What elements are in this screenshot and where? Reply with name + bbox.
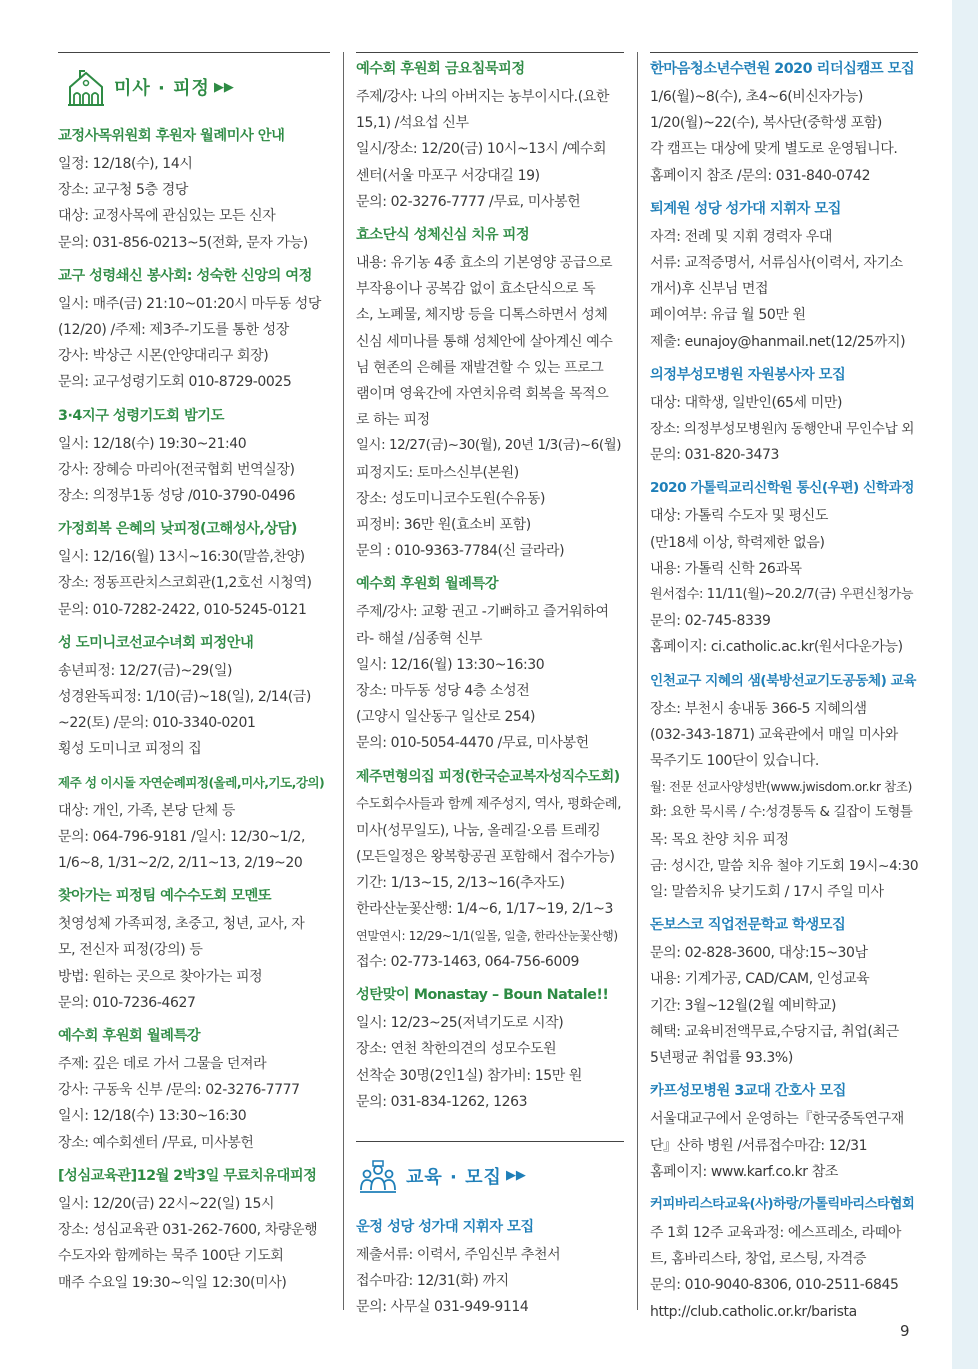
notice-line: 홈페이지 참조 /문의: 031-840-0742 bbox=[650, 167, 871, 184]
notice-line: 일시: 12/23~25(저녁기도로 시작) bbox=[356, 1015, 564, 1032]
notice-line: 수도회수사들과 함께 제주성지, 역사, 평화순례, bbox=[356, 796, 622, 812]
notice-line: ~22(토) /문의: 010-3340-0201 bbox=[58, 715, 256, 732]
church-house-icon bbox=[64, 65, 108, 109]
notice-line: 1/6~8, 1/31~2/2, 2/11~13, 2/19~20 bbox=[58, 855, 303, 872]
notice-item bbox=[58, 1165, 330, 1296]
notice-line: 장소: 성심교육관 031-262-7600, 차량운행 bbox=[58, 1222, 318, 1239]
notice-title: 제주 성 이시돌 자연순례피정(올레,미사,기도,강의) bbox=[58, 774, 325, 790]
notice-line: 금: 성시간, 말씀 치유 철야 기도회 19시~4:30 bbox=[650, 857, 919, 874]
notice-line: 성경완독피정: 1/10(금)~18(일), 2/14(금) bbox=[58, 689, 311, 706]
notice-line: 접수마감: 12/31(화) 까지 bbox=[356, 1273, 509, 1290]
notice-item bbox=[356, 573, 624, 756]
notice-line: 기간: 3월~12월(2월 예비학교) bbox=[650, 997, 837, 1014]
notice-line: 주제/강사: 교황 권고 -기뻐하고 즐거워하여 bbox=[356, 604, 609, 621]
notice-line: 라- 해설 /심종혁 신부 bbox=[356, 630, 483, 647]
notice-line: 문의: 064-796-9181 /일시: 12/30~1/2, bbox=[58, 828, 306, 845]
notice-line: 장소: 성도미니코수도원(수유동) bbox=[356, 490, 546, 507]
notice-line: 대상: 개인, 가족, 본당 단체 등 bbox=[58, 802, 236, 819]
notice-title: 카프성모병원 3교대 간호사 모집 bbox=[650, 1083, 846, 1100]
notice-title: 성 도미니코선교수녀회 피정안내 bbox=[58, 634, 254, 651]
notice-line: 문의 : 010-9363-7784(신 글라라) bbox=[356, 543, 565, 560]
notice-line: 자격: 전례 및 지휘 경력자 우대 bbox=[650, 228, 833, 245]
col3-list bbox=[650, 58, 918, 1325]
mass-section-header bbox=[58, 53, 330, 111]
notice-line: 목: 목요 찬양 치유 피정 bbox=[650, 831, 789, 848]
notice-line: 대상: 대학생, 일반인(65세 미만) bbox=[650, 394, 843, 411]
notice-line: 서울대교구에서 운영하는『한국중독연구재 bbox=[650, 1111, 904, 1128]
notice-line: 묵주기도 100단이 있습니다. bbox=[650, 753, 819, 770]
notice-line: 일시: 12/16(월) 13:30~16:30 bbox=[356, 656, 545, 673]
notice-item bbox=[650, 1080, 918, 1185]
edu-section-title: 교육 · 모집 bbox=[406, 1166, 502, 1188]
notice-line: 장소: 예수회센터 /무료, 미사봉헌 bbox=[58, 1134, 254, 1151]
notice-line: 트, 홈바리스타, 창업, 로스팅, 자격증 bbox=[650, 1251, 867, 1268]
notice-line: 월: 전문 선교사양성반(www.jwisdom.or.kr 참조) bbox=[650, 779, 913, 795]
notice-line: 내용: 기계가공, CAD/CAM, 인성교육 bbox=[650, 971, 870, 988]
notice-line: 일시: 12/16(월) 13시~16:30(말씀,찬양) bbox=[58, 549, 305, 566]
notice-line: 개서)후 신부님 면접 bbox=[650, 281, 769, 298]
notice-item bbox=[650, 58, 918, 189]
notice-title: 돈보스코 직업전문학교 학생모집 bbox=[650, 917, 846, 934]
notice-line: 장소: 의정부1동 성당 /010-3790-0496 bbox=[58, 488, 296, 505]
notice-title: 교구 성령쇄신 봉사회: 성숙한 신앙의 여정 bbox=[58, 267, 312, 284]
notice-title: 퇴계원 성당 성가대 지휘자 모집 bbox=[650, 200, 841, 217]
edu-section-arrows: ▶▶ bbox=[505, 1168, 526, 1184]
notice-line: 강사: 구동욱 신부 /문의: 02-3276-7777 bbox=[58, 1082, 300, 1099]
notice-item bbox=[650, 364, 918, 469]
notice-line: 램이며 영육간에 자연치유력 회복을 목적으 bbox=[356, 386, 609, 403]
notice-title: 효소단식 성체신심 치유 피정 bbox=[356, 227, 530, 244]
notice-line: 매주 수요일 19:30~익일 12:30(미사) bbox=[58, 1274, 287, 1291]
notice-item bbox=[356, 58, 624, 215]
column-divider bbox=[343, 52, 344, 1310]
col2-list bbox=[356, 58, 624, 1115]
notice-line: 단』산하 병원 /서류접수마감: 12/31 bbox=[650, 1137, 868, 1154]
notice-line: 원서접수: 11/11(월)~20.2/7(금) 우편신청가능 bbox=[650, 587, 914, 603]
notice-item bbox=[58, 265, 330, 396]
notice-item bbox=[58, 518, 330, 623]
notice-item bbox=[58, 885, 330, 1016]
col2-edu-list bbox=[356, 1216, 624, 1321]
notice-title: 2020 가톨릭교리신학원 통신(우편) 신학과정 bbox=[650, 480, 914, 497]
notice-item bbox=[58, 632, 330, 763]
notice-title: 운정 성당 성가대 지휘자 모집 bbox=[356, 1218, 534, 1235]
notice-line: 일정: 12/18(수), 14시 bbox=[58, 156, 193, 172]
people-group-icon bbox=[356, 1154, 400, 1198]
notice-title: [성심교육관]12월 2박3일 무료치유대피정 bbox=[58, 1167, 317, 1184]
notice-line: 내용: 가톨릭 신학 26과목 bbox=[650, 560, 802, 577]
notice-title: 3·4지구 성령기도회 밤기도 bbox=[58, 407, 224, 424]
notice-line: 일시: 12/18(수) 19:30~21:40 bbox=[58, 435, 247, 452]
notice-title: 가정회복 은혜의 낮피정(고해성사,상담) bbox=[58, 521, 297, 538]
notice-line: 1/20(월)~22(수), 복사단(중학생 포함) bbox=[650, 115, 882, 132]
notice-line: 문의: 031-856-0213~5(전화, 문자 가능) bbox=[58, 234, 308, 251]
notice-line: 페이여부: 유급 월 50만 원 bbox=[650, 307, 806, 324]
notice-title: 찾아가는 피정팀 예수수도회 모멘또 bbox=[58, 888, 272, 905]
notice-line: 첫영성체 가족피정, 초중고, 청년, 교사, 자 bbox=[58, 916, 305, 933]
notice-line: 문의: 010-7282-2422, 010-5245-0121 bbox=[58, 601, 307, 618]
page-number: 9 bbox=[900, 1322, 910, 1340]
notice-line: 문의: 사무실 031-949-9114 bbox=[356, 1299, 529, 1316]
notice-line: 문의: 010-5054-4470 /무료, 미사봉헌 bbox=[356, 735, 589, 752]
notice-line: 미사(성무일도), 나눔, 올레길·오름 트레킹 bbox=[356, 822, 601, 839]
notice-title: 예수회 후원회 월례특강 bbox=[356, 576, 499, 593]
notice-line: 센터(서울 마포구 서강대길 19) bbox=[356, 167, 540, 184]
notice-line: 제출서류: 이력서, 주임신부 추천서 bbox=[356, 1246, 561, 1263]
notice-title: 커피바리스타교육(사)하랑/가톨릭바리스타협회 bbox=[650, 1196, 915, 1212]
notice-line: 연말연시: 12/29~1/1(일몰, 일출, 한라산눈꽃산행) bbox=[356, 928, 618, 943]
notice-line: 소, 노폐물, 체지방 등을 디톡스하면서 성체 bbox=[356, 307, 608, 324]
notice-line: 장소: 의정부성모병원內 동행안내 무인수납 외 bbox=[650, 421, 915, 438]
notice-line: 주제/강사: 나의 아버지는 농부이시다.(요한 bbox=[356, 89, 610, 105]
notice-line: 장소: 연천 착한의견의 성모수도원 bbox=[356, 1041, 557, 1058]
notice-line: 피정지도: 토마스신부(본원) bbox=[356, 464, 519, 481]
mass-section-arrows: ▶▶ bbox=[213, 79, 234, 95]
notice-line: 피정비: 36만 원(효소비 포함) bbox=[356, 517, 531, 534]
notice-item bbox=[356, 984, 624, 1115]
notice-line: 1/6(월)~8(수), 초4~6(비신자가능) bbox=[650, 89, 863, 105]
notice-line: 서류: 교적증명서, 서류심사(이력서, 자기소 bbox=[650, 255, 903, 272]
notice-title: 예수회 후원회 금요침묵피정 bbox=[356, 61, 525, 77]
notice-line: 일시: 12/20(금) 22시~22(일) 15시 bbox=[58, 1195, 275, 1212]
notice-item bbox=[650, 477, 918, 660]
notice-item bbox=[356, 1216, 624, 1321]
notice-title: 의정부성모병원 자원봉사자 모집 bbox=[650, 366, 846, 383]
notice-line: 일시: 매주(금) 21:10~01:20시 마두동 성당 bbox=[58, 295, 322, 312]
notice-line: 한라산눈꽃산행: 1/4~6, 1/17~19, 2/1~3 bbox=[356, 901, 613, 918]
notice-line: 일: 말씀치유 낮기도회 / 17시 주일 미사 bbox=[650, 884, 884, 901]
notice-line: 대상: 교정사목에 관심있는 모든 신자 bbox=[58, 208, 276, 225]
notice-line: 장소: 마두동 성당 4층 소성전 bbox=[356, 683, 530, 700]
notice-item bbox=[58, 405, 330, 510]
notice-line: 문의: 031-834-1262, 1263 bbox=[356, 1093, 528, 1110]
notice-line: (만18세 이상, 학력제한 없음) bbox=[650, 534, 825, 551]
notice-line: 5년평균 취업률 93.3%) bbox=[650, 1050, 793, 1067]
notice-line: 신심 세미나를 통해 성체안에 살아계신 예수 bbox=[356, 333, 613, 350]
notice-line: 횡성 도미니코 피정의 집 bbox=[58, 741, 202, 758]
notice-line: http://club.catholic.or.kr/barista bbox=[650, 1303, 857, 1320]
notice-title: 교정사목위원회 후원자 월례미사 안내 bbox=[58, 128, 285, 144]
notice-line: 송년피정: 12/27(금)~29(일) bbox=[58, 662, 233, 679]
notice-line: (모든일정은 왕복항공권 포함해서 접수가능) bbox=[356, 849, 615, 866]
notice-line: 강사: 장혜승 마리아(전국협회 번역실장) bbox=[58, 461, 295, 478]
notice-title: 제주면형의집 피정(한국순교복자성직수도회) bbox=[356, 768, 620, 785]
notice-line: 님 현존의 은혜를 재발견할 수 있는 프로그 bbox=[356, 359, 604, 376]
notice-line: 대상: 가톨릭 수도자 및 평신도 bbox=[650, 508, 829, 525]
notice-line: 문의: 010-9040-8306, 010-2511-6845 bbox=[650, 1277, 899, 1294]
notice-title: 한마음청소년수련원 2020 리더십캠프 모집 bbox=[650, 61, 915, 77]
notice-line: 주제: 깊은 데로 가서 그물을 던져라 bbox=[58, 1056, 267, 1073]
notice-item bbox=[356, 224, 624, 564]
notice-line: (고양시 일산동구 일산로 254) bbox=[356, 709, 536, 726]
notice-item bbox=[58, 125, 330, 256]
notice-line: 기간: 1/13~15, 2/13~16(추자도) bbox=[356, 875, 565, 892]
notice-line: 일시: 12/18(수) 13:30~16:30 bbox=[58, 1108, 247, 1125]
notice-line: 문의: 02-3276-7777 /무료, 미사봉헌 bbox=[356, 193, 581, 210]
notice-line: 혜택: 교육비전액무료,수당지급, 취업(최근 bbox=[650, 1023, 899, 1040]
notice-line: 선착순 30명(2인1실) 참가비: 15만 원 bbox=[356, 1067, 583, 1084]
notice-line: 접수: 02-773-1463, 064-756-6009 bbox=[356, 953, 579, 970]
notice-line: 장소: 정동프란치스코회관(1,2호선 시청역) bbox=[58, 575, 312, 592]
mass-section-title: 미사 · 피정 bbox=[114, 78, 210, 99]
notice-line: 각 캠프는 대상에 맞게 별도로 운영됩니다. bbox=[650, 141, 898, 158]
notice-line: 로 하는 피정 bbox=[356, 412, 430, 429]
notice-line: 일시/장소: 12/20(금) 10시~13시 /예수회 bbox=[356, 141, 607, 158]
edu-section-header bbox=[356, 1141, 624, 1204]
column-1 bbox=[58, 52, 330, 1296]
notice-line: 홈페이지: ci.catholic.ac.kr(원서다운가능) bbox=[650, 639, 903, 656]
notice-line: 부작용이나 공복감 없이 효소단식으로 독 bbox=[356, 281, 596, 298]
notice-line: 수도자와 함께하는 묵주 100단 기도회 bbox=[58, 1248, 284, 1265]
notice-item bbox=[650, 1194, 918, 1325]
notice-line: 장소: 교구청 5층 경당 bbox=[58, 182, 188, 199]
notice-line: 15,1) /석요섭 신부 bbox=[356, 115, 469, 132]
notice-line: 문의: 02-745-8339 bbox=[650, 613, 771, 630]
page-edge-strip bbox=[952, 0, 978, 1369]
notice-title: 예수회 후원회 월례특강 bbox=[58, 1028, 201, 1045]
col1-list bbox=[58, 125, 330, 1296]
notice-line: 모, 전신자 피정(강의) 등 bbox=[58, 942, 203, 959]
notice-line: (032-343-1871) 교육관에서 매일 미사와 bbox=[650, 726, 898, 743]
notice-line: 문의: 031-820-3473 bbox=[650, 447, 779, 464]
notice-item bbox=[650, 914, 918, 1071]
notice-item bbox=[58, 1025, 330, 1156]
column-2 bbox=[356, 52, 624, 1321]
notice-title: 인천교구 지혜의 샘(북방선교기도공동체) 교육 bbox=[650, 672, 917, 689]
notice-line: 문의: 010-7236-4627 bbox=[58, 994, 196, 1011]
notice-line: 화: 요한 묵시록 / 수:성경통독 & 길잡이 도형틀 bbox=[650, 805, 913, 821]
notice-line: 제출: eunajoy@hanmail.net(12/25까지) bbox=[650, 333, 906, 350]
notice-item bbox=[650, 198, 918, 355]
notice-item bbox=[356, 766, 624, 975]
notice-line: 홈페이지: www.karf.co.kr 참조 bbox=[650, 1163, 838, 1180]
notice-line: 방법: 원하는 곳으로 찾아가는 피정 bbox=[58, 968, 263, 985]
column-divider bbox=[637, 52, 638, 1310]
column-3 bbox=[650, 52, 918, 1325]
notice-line: 장소: 부천시 송내동 366-5 지혜의샘 bbox=[650, 700, 867, 717]
notice-item bbox=[58, 772, 330, 877]
notice-line: 문의: 교구성령기도회 010-8729-0025 bbox=[58, 374, 292, 391]
notice-line: 주 1회 12주 교육과정: 에스프레소, 라떼아 bbox=[650, 1224, 901, 1241]
notice-line: 일시: 12/27(금)~30(월), 20년 1/3(금)~6(월) bbox=[356, 438, 622, 454]
notice-line: 내용: 유기농 4종 효소의 기본영양 공급으로 bbox=[356, 255, 613, 272]
notice-title: 성탄맞이 Monastay – Boun Natale!! bbox=[356, 987, 609, 1004]
notice-line: 강사: 박상근 시몬(안양대리구 회장) bbox=[58, 348, 269, 365]
notice-line: (12/20) /주제: 제3주-기도를 통한 성장 bbox=[58, 322, 289, 339]
notice-item bbox=[650, 670, 918, 906]
notice-line: 문의: 02-828-3600, 대상:15~30남 bbox=[650, 945, 868, 962]
